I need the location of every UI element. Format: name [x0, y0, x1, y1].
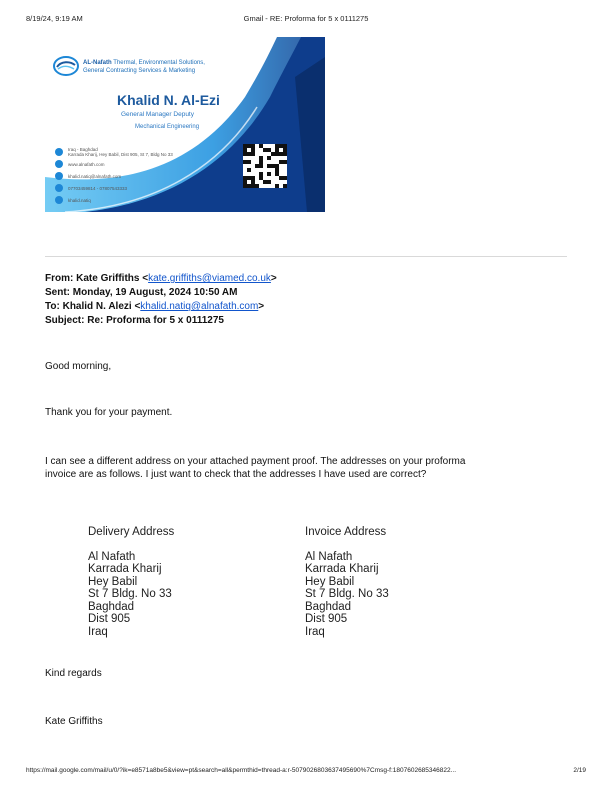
business-card-image — [45, 37, 325, 212]
card-company-brand: AL-Nafath — [83, 60, 112, 66]
qr-code — [243, 144, 287, 188]
invoice-address-block — [305, 526, 389, 638]
delivery-address-block — [88, 526, 174, 638]
address-line: Hey Babil — [88, 575, 138, 588]
card-email: khalid.natiq@alnafath.com — [68, 173, 122, 179]
address-line: Karrada Kharij — [88, 563, 162, 575]
from-email-link[interactable]: kate.griffiths@viamed.co.uk — [148, 273, 271, 284]
location-icon — [55, 148, 63, 156]
card-company-line2: General Contracting Services & Marketing — [83, 68, 196, 74]
subject-line — [45, 314, 277, 328]
card-street: Karrada Kharij, Hey Babil, Dist 905, St 7, Bldg No 33 — [68, 152, 173, 157]
card-contact-list — [55, 146, 173, 206]
from-close: > — [270, 273, 277, 284]
phone-icon — [55, 184, 63, 192]
thanks-line: Thank you for your payment. — [45, 407, 173, 418]
to-close: > — [258, 301, 265, 312]
email-meta — [45, 272, 277, 328]
address-line: Baghdad — [305, 600, 352, 613]
address-line: Karrada Kharij — [305, 563, 379, 575]
social-icon — [55, 196, 63, 204]
address-line: Baghdad — [88, 600, 135, 613]
greeting: Good morning, — [45, 361, 112, 372]
address-line: Iraq — [88, 625, 108, 638]
card-company-line1: Thermal, Environmental Solutions, — [113, 60, 205, 66]
card-contact-row — [55, 170, 173, 182]
sent-line — [45, 286, 277, 300]
body-line-2: invoice are as follows. I just want to check that the addresses I have used are correct? — [45, 469, 427, 480]
sent-value: Monday, 19 August, 2024 10:50 AM — [72, 287, 238, 298]
email-icon — [55, 172, 63, 180]
card-role: General Manager Deputy — [121, 111, 194, 118]
to-label: To: — [45, 301, 60, 312]
divider — [45, 256, 567, 257]
print-datetime: 8/19/24, 9:19 AM — [26, 14, 83, 23]
address-line: Iraq — [305, 625, 325, 638]
card-contact-row — [55, 182, 173, 194]
card-social: khalid.natiq — [68, 197, 91, 203]
to-line — [45, 300, 277, 314]
body-paragraph — [45, 455, 465, 481]
card-website: www.alnafath.com — [68, 161, 105, 167]
alnafath-logo — [52, 55, 80, 77]
card-contact-text — [68, 147, 173, 157]
signature: Kate Griffiths — [45, 716, 103, 727]
address-line: Dist 905 — [88, 613, 131, 625]
web-icon — [55, 160, 63, 168]
address-line: Al Nafath — [88, 550, 136, 563]
from-name: Kate Griffiths < — [76, 273, 149, 284]
address-line: St 7 Bldg. No 33 — [88, 588, 172, 600]
to-email-link[interactable]: khalid.natiq@alnafath.com — [140, 301, 259, 312]
from-line — [45, 272, 277, 286]
card-department: Mechanical Engineering — [135, 124, 200, 130]
from-label: From: — [45, 273, 74, 284]
subject-value: Re: Proforma for 5 x 0111275 — [87, 315, 224, 326]
page-number: 2/19 — [573, 767, 586, 774]
card-contact-row — [55, 158, 173, 170]
address-line: Dist 905 — [305, 613, 348, 625]
body-line-1: I can see a different address on your attached payment proof. The addresses on your proforma — [45, 456, 466, 467]
card-contact-row — [55, 194, 173, 206]
address-line: Al Nafath — [305, 550, 353, 563]
invoice-address-title: Invoice Address — [305, 526, 387, 538]
card-company — [83, 59, 205, 75]
address-line: Hey Babil — [305, 575, 355, 588]
card-person-name: Khalid N. Al-Ezi — [117, 92, 220, 108]
card-phone: 07703459814 - 07807543333 — [68, 185, 128, 191]
card-contact-row — [55, 146, 173, 158]
card-city: Iraq - Baghdad — [68, 147, 98, 152]
to-name: Khalid N. Alezi < — [62, 301, 141, 312]
delivery-address-title: Delivery Address — [88, 526, 175, 538]
print-url: https://mail.google.com/mail/u/0/?ik=e8571a8be5&view=pt&search=all&permthid=thread-a:r-5079026803637495690%7Cmsg-f:1807602685346822... — [26, 767, 457, 774]
print-title: Gmail - RE: Proforma for 5 x 0111275 — [243, 14, 369, 23]
closing: Kind regards — [45, 668, 102, 679]
sent-label: Sent: — [45, 287, 70, 298]
address-line: St 7 Bldg. No 33 — [305, 588, 389, 600]
subject-label: Subject: — [45, 315, 85, 326]
